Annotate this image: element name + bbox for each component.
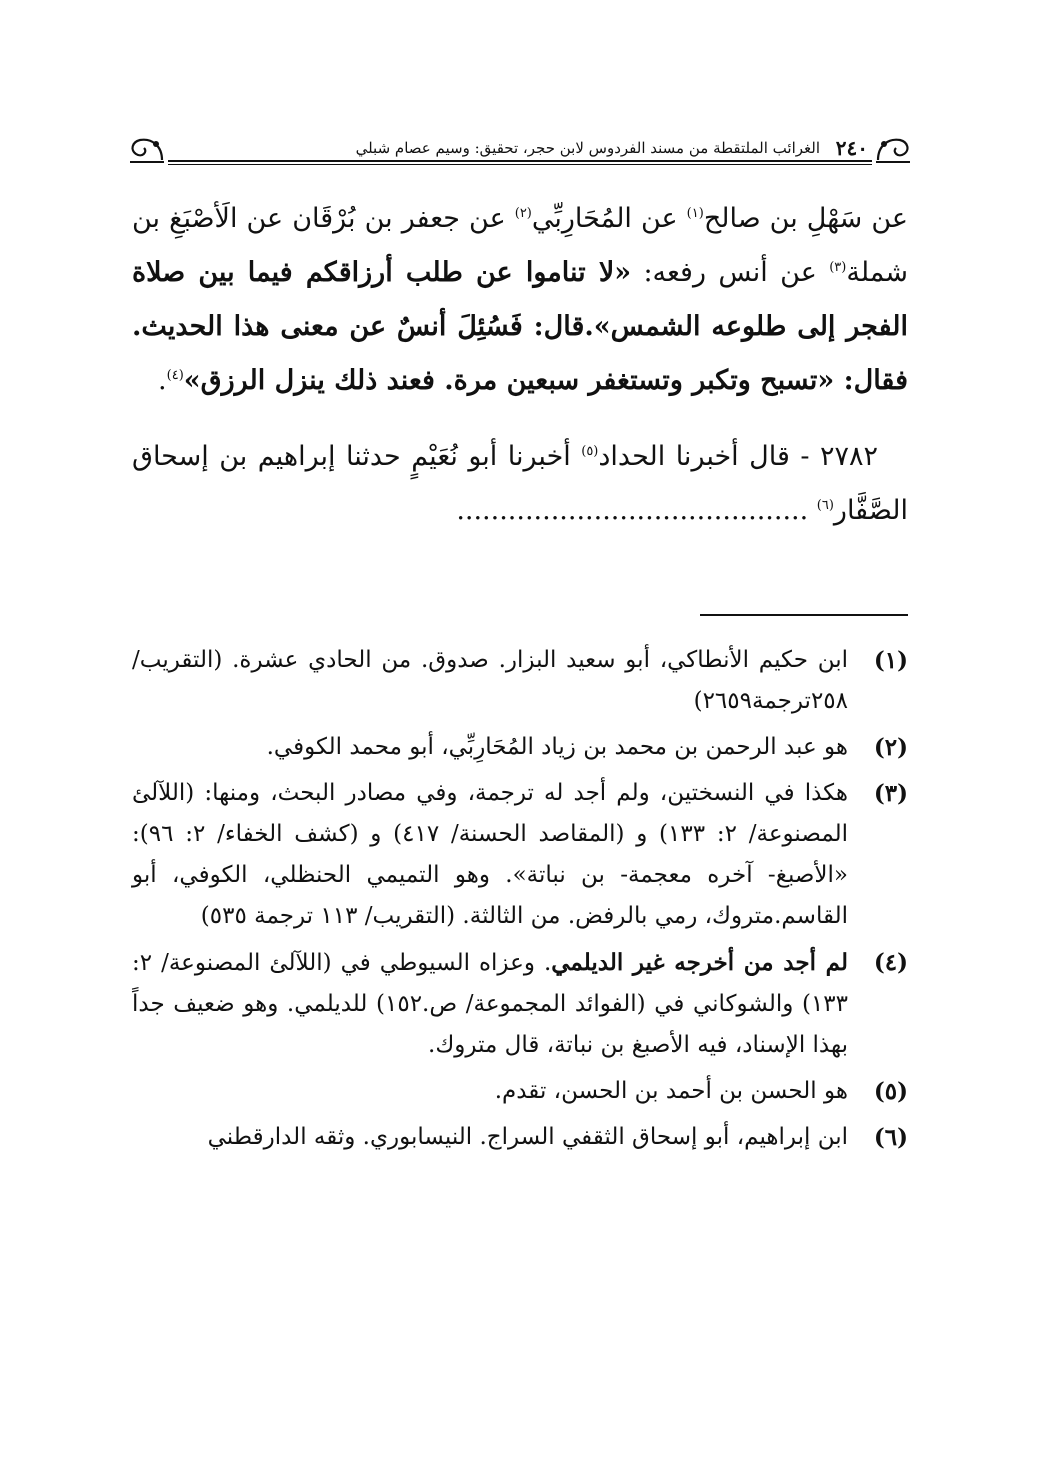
footnote-4 [132,942,908,1066]
footnote-number: (٤) [873,949,908,976]
footnote-number: (١) [873,647,908,674]
footnote-number: (٢) [873,734,908,761]
footnote-1 [132,640,908,722]
footnote-3 [132,773,908,937]
main-text [132,192,908,538]
ornament-icon [874,134,912,166]
text-run: ٢٧٨٢ - قال أخبرنا الحداد [598,441,878,472]
footnote-ref: (٢) [514,206,532,221]
footnotes [132,640,908,1163]
footnote-text: هكذا في النسختين، ولم أجد له ترجمة، وفي مصادر البحث، ومنها: (اللآلئ المصنوعة/ ٢: ١٣٣) و (المقاصد الحسنة/ ٤١٧) و (كشف الخفاء/ ٢: ٩٦): «الأصبغ- آخره معجمة- بن نباتة». وهو التميمي الحنظلي، الكوفي، أبو القاسم.متروك، رمي بالرفض. من الثالثة. (التقريب/ ١١٣ ترجمة ٥٣٥) [132,780,849,929]
footnote-ref: (٤) [166,368,184,383]
text-run: عن جعفر بن بُرْقَان عن الَأصْبَغِ بن شملة [132,203,908,288]
footnote-2 [132,727,908,768]
footnote-text: هو عبد الرحمن بن محمد بن زياد المُحَارِبِّي، أبو محمد الكوفي. [266,734,848,760]
header-rule [168,160,872,162]
ellipsis-dots: ......................................... [456,495,817,526]
footnote-number: (٥) [873,1078,908,1105]
footnote-text: هو الحسن بن أحمد بن الحسن، تقدم. [494,1078,848,1104]
footnote-ref: (٣) [829,260,847,275]
running-title: الغرائب الملتقطة من مسند الفردوس لابن حجر، تحقيق: وسيم عصام شبلي [355,139,820,157]
footnote-number: (٣) [873,780,908,807]
text-run: عن سَهْلِ بن صالح [703,203,908,234]
running-header [128,128,912,174]
footnote-text: ابن إبراهيم، أبو إسحاق الثقفي السراج. النيسابوري. وثقه الدارقطني [207,1124,848,1150]
footnote-6 [132,1117,908,1158]
paragraph-chain [132,192,908,408]
text-run: عن المُحَارِبِّي [531,203,687,234]
text-run: أخبرنا أبو نُعَيْمٍ حدثنا إبراهيم بن إسحاق الصَّفَّار [132,441,908,526]
page-number: ٢٤٠ [835,136,868,160]
footnote-ref: (٦) [816,498,834,513]
header-rule-thin [168,164,872,165]
ornament-icon [128,134,166,166]
text-run: . [158,365,167,396]
footnote-bold-text: لم أجد من أخرجه غير الديلمي [551,949,848,976]
footnote-text: . وعزاه السيوطي في (اللآلئ المصنوعة/ ٢: ١٣٣) والشوكاني في (الفوائد المجموعة/ ص.١٥٢) للديلمي. وهو ضعيف جداً بهذا الإسناد، فيه الأصبغ بن نباتة، قال متروك. [132,950,848,1058]
text-run: عن أنس رفعه: [631,257,830,288]
footnote-5 [132,1071,908,1112]
footnote-ref: (٥) [581,444,599,459]
footnote-number: (٦) [873,1124,908,1151]
hadith-text: «لا تناموا عن طلب أرزاقكم فيما بين صلاة الفجر إلى طلوعه الشمس».قال: فَسُئِلَ أنسٌ عن معنى هذا الحديث. فقال: «تسبح وتكبر وتستغفر سبعين مرة. فعند ذلك ينزل الرزق» [132,257,908,396]
footnote-text: ابن حكيم الأنطاكي، أبو سعيد البزار. صدوق. من الحادي عشرة. (التقريب/ ٢٥٨ترجمة٢٦٥٩) [132,647,848,714]
footnote-ref: (١) [686,206,704,221]
paragraph-2782 [132,430,908,538]
footnote-separator [700,614,908,616]
